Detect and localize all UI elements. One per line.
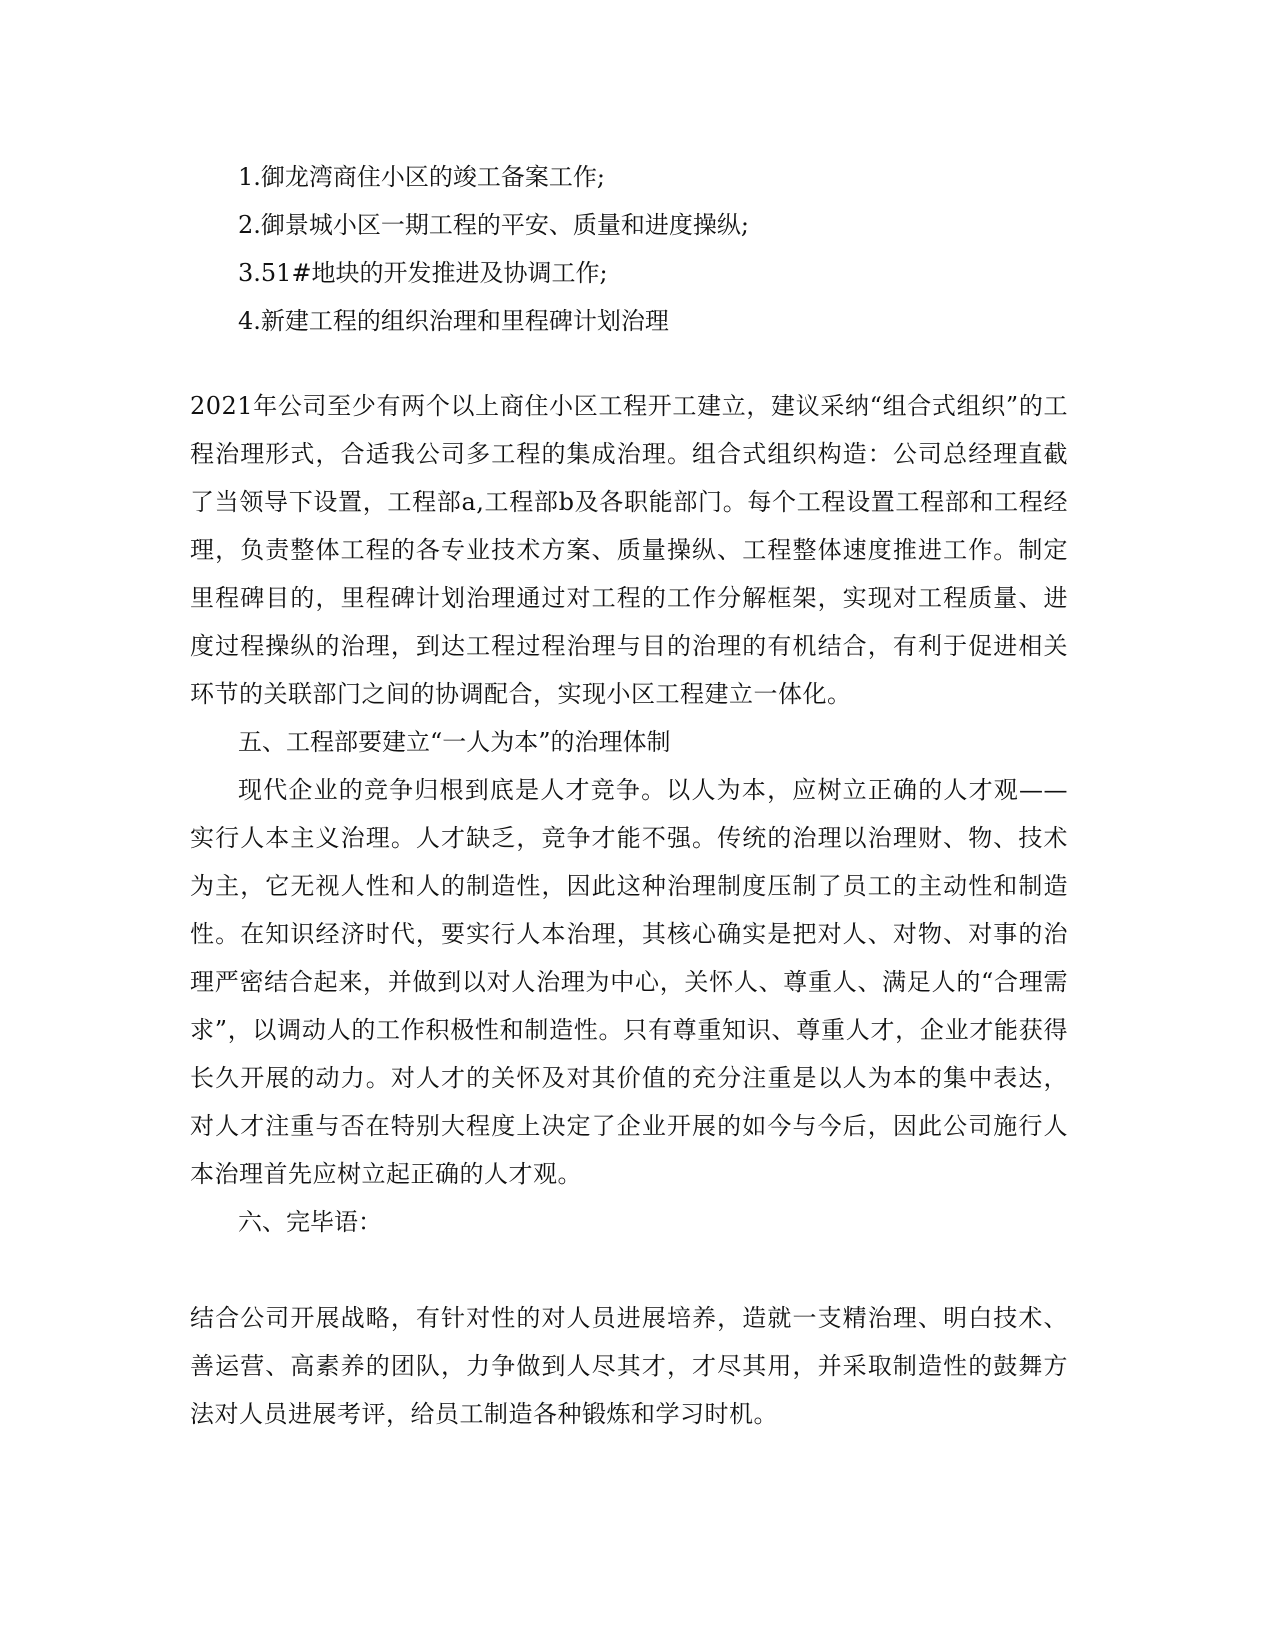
organization-paragraph: 2021年公司至少有两个以上商住小区工程开工建立，建议采纳“组合式组织”的工程治理形式，合适我公司多工程的集成治理。组合式组织构造：公司总经理直截了当领导下设置，工程部a,工程部b及各职能部门。每个工程设置工程部和工程经理，负责整体工程的各专业技术方案、质量操纵、工程整体速度推进工作。制定里程碑目的，里程碑计划治理通过对工程的工作分解框架，实现对工程质量、进度过程操纵的治理，到达工程过程治理与目的治理的有机结合，有利于促进相关环节的关联部门之间的协调配合，实现小区工程建立一体化。 bbox=[190, 392, 1068, 708]
list-item: 3.51#地块的开发推进及协调工作; bbox=[238, 259, 608, 287]
section-five-heading: 五、工程部要建立“一人为本”的治理体制 bbox=[238, 728, 671, 756]
task-list bbox=[190, 153, 1090, 345]
list-item: 2.御景城小区一期工程的平安、质量和进度操纵; bbox=[238, 211, 749, 239]
list-item: 1.御龙湾商住小区的竣工备案工作; bbox=[238, 163, 605, 191]
section-six-heading: 六、完毕语： bbox=[238, 1208, 382, 1236]
talent-paragraph: 现代企业的竞争归根到底是人才竞争。以人为本，应树立正确的人才观——实行人本主义治理。人才缺乏，竞争才能不强。传统的治理以治理财、物、技术为主，它无视人性和人的制造性，因此这种治理制度压制了员工的主动性和制造性。在知识经济时代，要实行人本治理，其核心确实是把对人、对物、对事的治理严密结合起来，并做到以对人治理为中心，关怀人、尊重人、满足人的“合理需求”，以调动人的工作积极性和制造性。只有尊重知识、尊重人才，企业才能获得长久开展的动力。对人才的关怀及对其价值的充分注重是以人为本的集中表达，对人才注重与否在特别大程度上决定了企业开展的如今与今后，因此公司施行人本治理首先应树立起正确的人才观。 bbox=[190, 776, 1068, 1188]
list-item: 4.新建工程的组织治理和里程碑计划治理 bbox=[238, 307, 669, 335]
conclusion-paragraph: 结合公司开展战略，有针对性的对人员进展培养，造就一支精治理、明白技术、善运营、高素养的团队，力争做到人尽其才，才尽其用，并采取制造性的鼓舞方法对人员进展考评，给员工制造各种锻炼和学习时机。 bbox=[190, 1304, 1068, 1428]
